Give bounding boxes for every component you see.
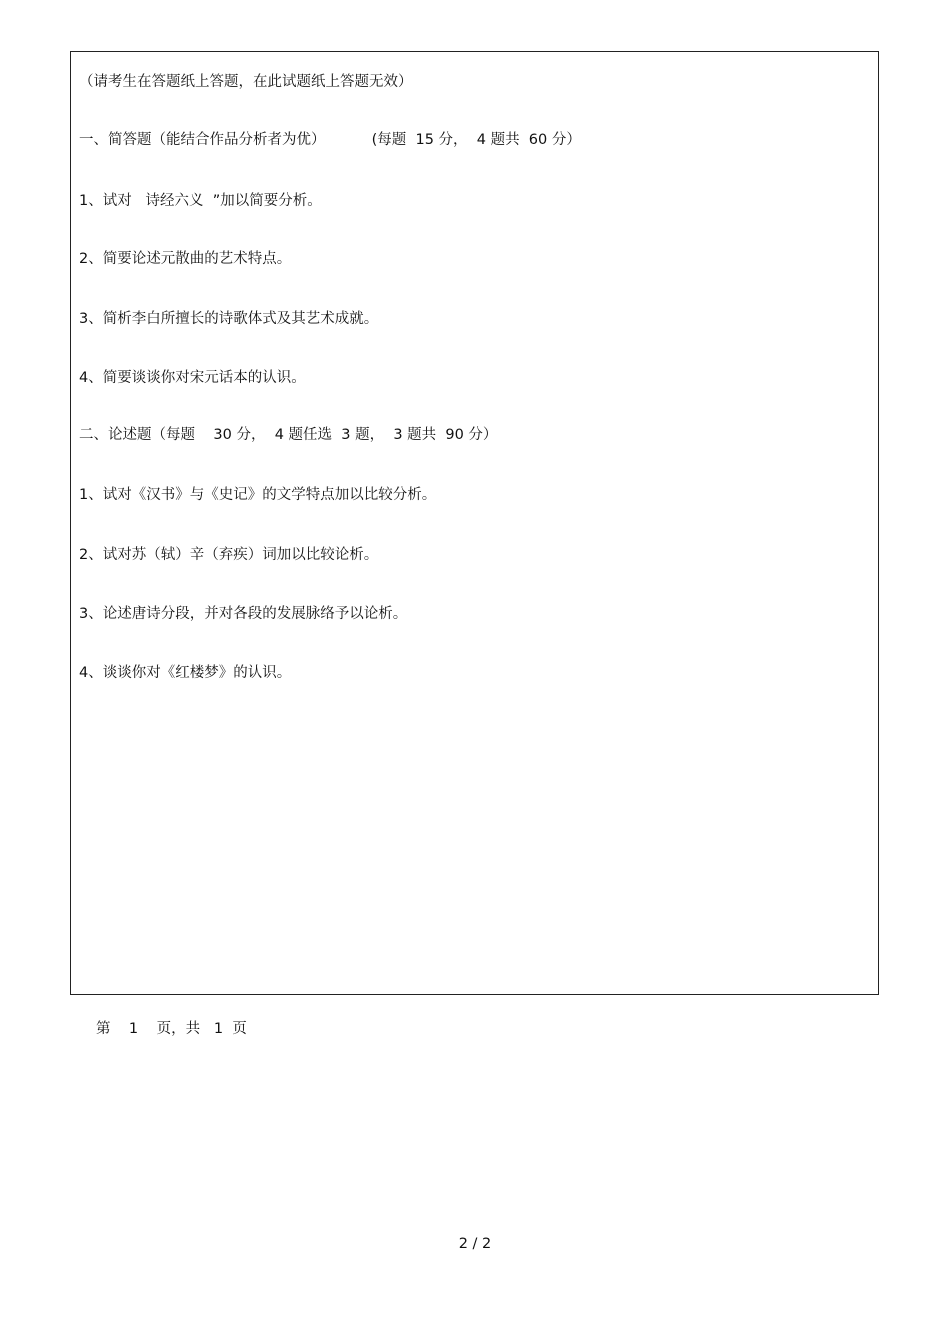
section-1-question-3: 3、简析李白所擅长的诗歌体式及其艺术成就。 [79,311,379,327]
section-2-question-3: 3、论述唐诗分段，并对各段的发展脉络予以论析。 [79,606,408,622]
section-2-heading: 二、论述题（每题 30 分， 4 题任选 3 题， 3 题共 90 分） [79,427,498,443]
section-1-question-2: 2、简要论述元散曲的艺术特点。 [79,251,292,267]
section-2-question-1: 1、试对《汉书》与《史记》的文学特点加以比较分析。 [79,487,437,503]
section-2-question-4: 4、谈谈你对《红楼梦》的认识。 [79,665,292,681]
page-footer: 第 1 页，共 1 页 [96,1021,247,1037]
exam-paper-box [70,51,879,995]
answer-notice: （请考生在答题纸上答题，在此试题纸上答题无效） [79,74,413,90]
section-1-question-1: 1、试对 诗经六义 ”加以简要分析。 [79,193,322,209]
section-1-heading: 一、简答题（能结合作品分析者为优） (每题 15 分， 4 题共 60 分） [79,132,581,148]
section-1-question-4: 4、简要谈谈你对宋元话本的认识。 [79,370,306,386]
page-number: 2 / 2 [458,1236,492,1252]
section-2-question-2: 2、试对苏（轼）辛（弃疾）词加以比较论析。 [79,547,379,563]
